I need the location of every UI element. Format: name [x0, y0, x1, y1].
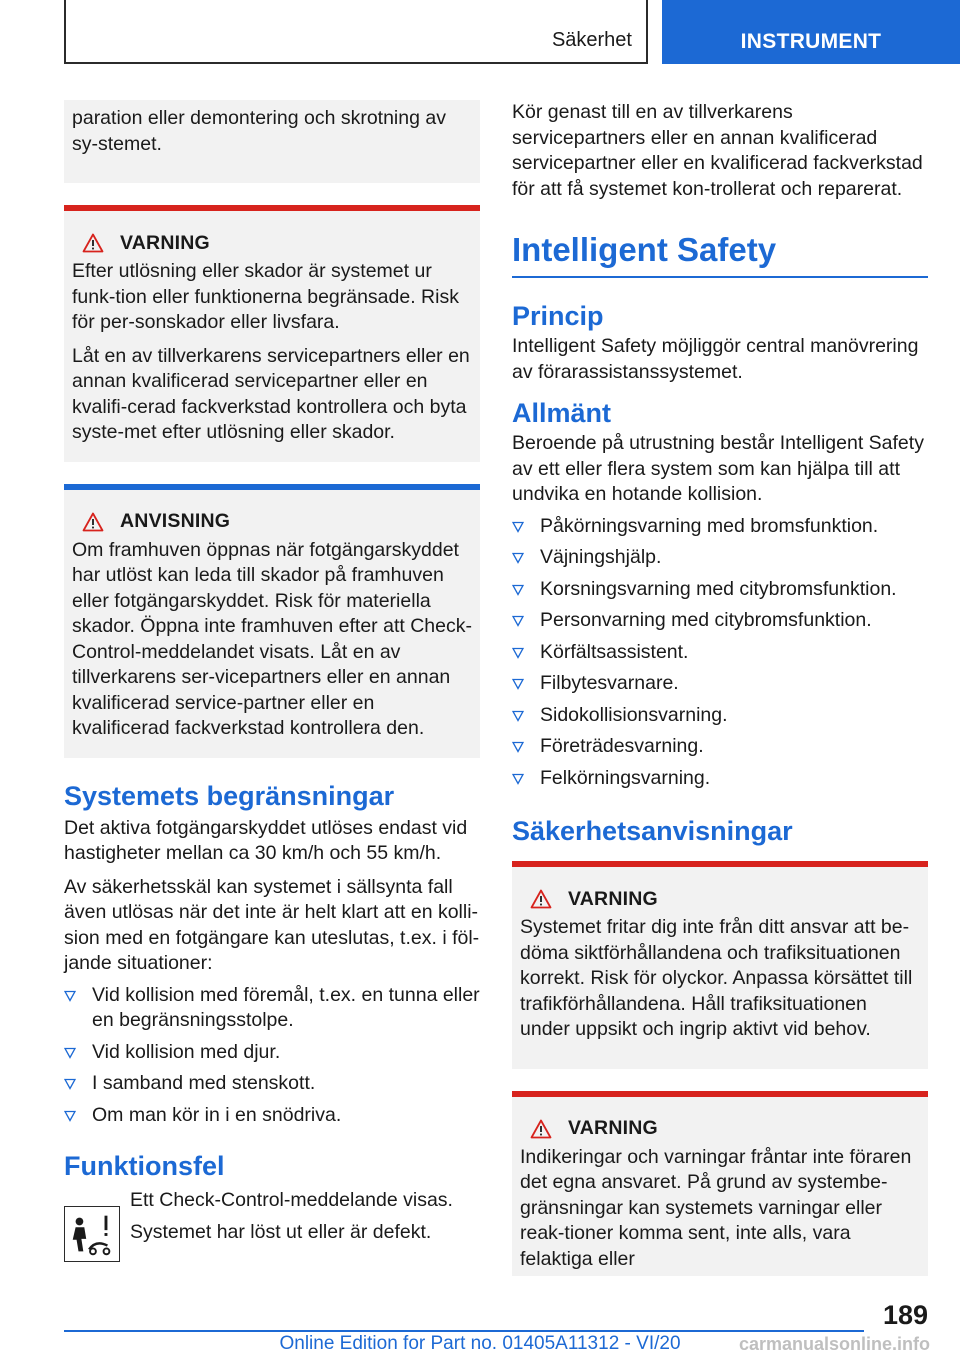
- warning-text: Efter utlösning eller skador är systemet ur funk‐tion eller funktionerna begränsade. Risk för per‐sonskador eller livsfara.: [72, 260, 459, 333]
- section-heading-limits: Systemets begränsningar: [64, 780, 395, 811]
- list-item: Företrädesvarning.: [512, 734, 928, 760]
- bullet-triangle-icon: [512, 710, 524, 722]
- bullet-triangle-icon: [512, 773, 524, 785]
- section-heading-fault: Funktionsfel: [64, 1151, 225, 1181]
- main-heading-block: [512, 230, 928, 278]
- warning-title: VARNING: [120, 231, 210, 254]
- notice-title: ANVISNING: [120, 510, 231, 532]
- list-item: Påkörningsvarning med bromsfunktion.: [512, 514, 928, 540]
- notice-box: [64, 484, 480, 758]
- watermark: carmanualsonline.info: [738, 1334, 930, 1354]
- footer-edition: Online Edition for Part no. 01405A11312 - VI/20: [279, 1333, 681, 1354]
- bullet-triangle-icon: [512, 647, 524, 659]
- page-number: 189: [882, 1300, 928, 1330]
- section-heading-general: Allmänt: [512, 398, 612, 428]
- bullet-triangle-icon: [512, 678, 524, 690]
- list-item: Filbytesvarnare.: [512, 671, 928, 697]
- warning-box: [512, 861, 928, 1069]
- bullet-triangle-icon: [512, 615, 524, 627]
- notice-text: Om framhuven öppnas när fotgängarskyddet har utlöst kan leda till skador på framhuven eller fotgängarskyddet. Risk för materiella skador. Öppna inte framhuven efter att Check-Control-meddelandet visats. Låt en av tillverkarens ser‐vicepartners eller en annan kvalificerad service‐partner eller en kvalificerad fackverkstad kontrollera den.: [72, 538, 472, 739]
- warning-triangle-icon: [530, 1119, 552, 1139]
- fault-block: [64, 1188, 480, 1262]
- section-heading-safety: Säkerhetsanvisningar: [512, 816, 793, 846]
- list-item: Vid kollision med djur.: [64, 1040, 480, 1066]
- bullet-triangle-icon: [64, 1110, 76, 1122]
- section-heading-principle: Princip: [512, 301, 604, 331]
- systems-list: [512, 514, 928, 792]
- header-section-tab: [64, 0, 648, 64]
- limits-text: Det aktiva fotgängarskyddet utlöses endast vid hastigheter mellan ca 30 km/h och 55 km/h.: [64, 816, 468, 864]
- pedestrian-protection-icon: [64, 1206, 120, 1262]
- fault-text: Systemet har löst ut eller är defekt.: [130, 1220, 432, 1243]
- list-item: Väjningshjälp.: [512, 545, 928, 571]
- warning-text: Indikeringar och varningar fråntar inte föraren det egna ansvaret. På grund av systembe‐gränsningar kan systemets varningar eller reak‐tioner komma sent, inte alls, vara felaktiga eller: [520, 1145, 912, 1270]
- limits-text: Av säkerhetsskäl kan systemet i sällsynta fall även utlösas när det inte är helt klart att en kolli‐sion med en fotgängare kan uteslutas, t.ex. i föl‐jande situationer:: [64, 875, 480, 974]
- continued-text: Kör genast till en av tillverkarens servicepartners eller en annan kvalificerad servicepartner eller en kvalificerad fackverkstad för att få systemet kon‐trollerat och reparerat.: [512, 101, 923, 200]
- warning-title: VARNING: [568, 1117, 658, 1139]
- continued-text: paration eller demontering och skrotning av sy‐stemet.: [72, 107, 446, 155]
- warning-triangle-icon: [82, 233, 104, 253]
- principle-text: Intelligent Safety möjliggör central manövrering av förarassistanssystemet.: [512, 335, 919, 383]
- footer-rule: [64, 1330, 864, 1332]
- list-item: Sidokollisionsvarning.: [512, 703, 928, 729]
- bullet-triangle-icon: [512, 741, 524, 753]
- bullet-triangle-icon: [512, 552, 524, 564]
- warning-text: Låt en av tillverkarens servicepartners eller en annan kvalificerad servicepartner eller en kvalifi‐cerad fackverkstad kontrollera och byta syste‐met efter utlösning eller skador.: [72, 344, 470, 443]
- bullet-triangle-icon: [512, 521, 524, 533]
- chapter-title: INSTRUMENT: [740, 30, 882, 53]
- general-text: Beroende på utrustning består Intelligent Safety av ett eller flera system som kan hjälpa till att undvika en hotande kollision.: [512, 432, 924, 505]
- fault-text: Ett Check-Control-meddelande visas.: [130, 1189, 453, 1211]
- main-heading: Intelligent Safety: [512, 231, 777, 268]
- list-item: Vid kollision med föremål, t.ex. en tunna eller en begränsningsstolpe.: [64, 983, 480, 1034]
- list-item: Om man kör in i en snödriva.: [64, 1103, 480, 1129]
- warning-box: [64, 205, 480, 462]
- list-item: Felkörningsvarning.: [512, 766, 928, 792]
- continued-box: [64, 100, 480, 183]
- bullet-triangle-icon: [64, 1047, 76, 1059]
- list-item: Körfältsassistent.: [512, 640, 928, 666]
- warning-title: VARNING: [568, 887, 658, 910]
- warning-triangle-icon: [530, 889, 552, 909]
- list-item: Korsningsvarning med citybromsfunktion.: [512, 577, 928, 603]
- limits-list: [64, 983, 480, 1129]
- warning-text: Systemet fritar dig inte från ditt ansvar att be‐döma siktförhållandena och trafiksituationen korrekt. Risk för olyckor. Anpassa körsättet till trafikförhållandena. Håll trafiksituationen under uppsikt och ingrip aktivt vid behov.: [520, 916, 913, 1040]
- right-column: [512, 100, 928, 1276]
- section-title: Säkerhet: [551, 29, 632, 51]
- warning-box: [512, 1091, 928, 1277]
- bullet-triangle-icon: [64, 990, 76, 1002]
- bullet-triangle-icon: [512, 584, 524, 596]
- list-item: I samband med stenskott.: [64, 1071, 480, 1097]
- bullet-triangle-icon: [64, 1078, 76, 1090]
- list-item: Personvarning med citybromsfunktion.: [512, 608, 928, 634]
- left-column: [64, 100, 480, 1262]
- warning-triangle-icon: [82, 512, 104, 532]
- header-chapter-tab[interactable]: [662, 0, 960, 64]
